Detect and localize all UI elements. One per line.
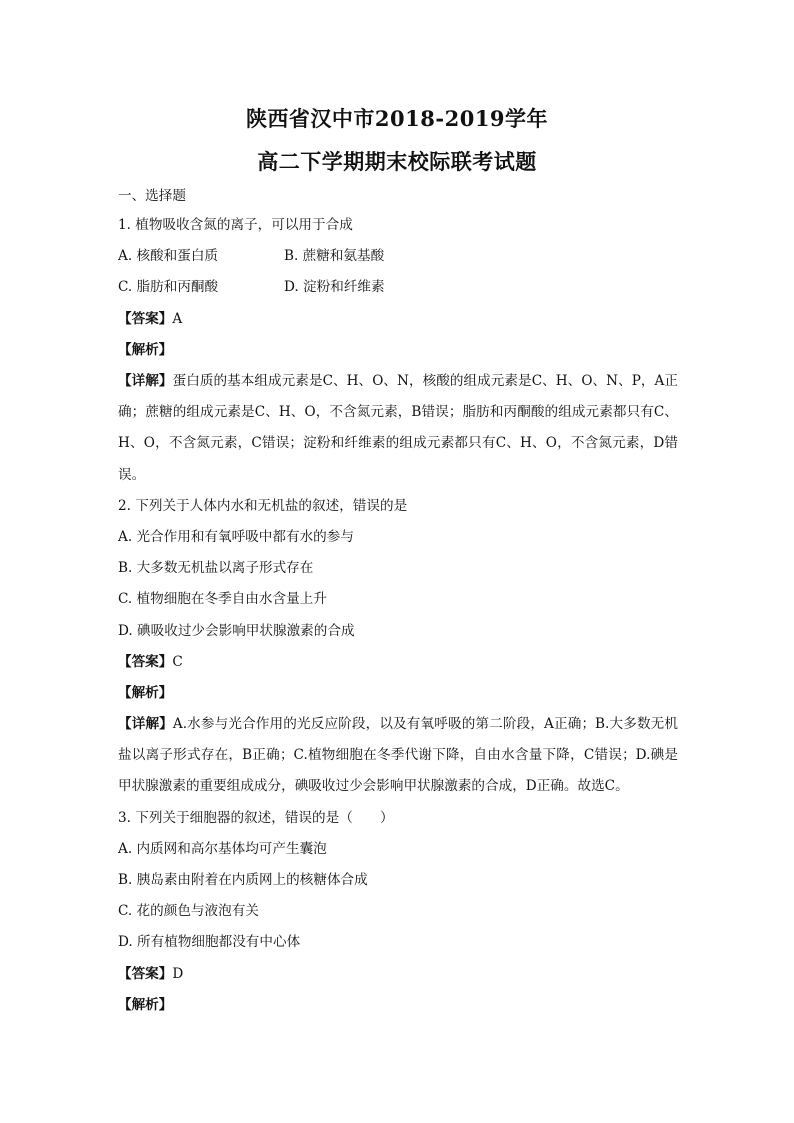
question-3-option-c: C. 花的颜色与液泡有关 <box>118 903 259 920</box>
question-3-option-d: D. 所有植物细胞都没有中心体 <box>118 934 301 951</box>
question-2-option-b: B. 大多数无机盐以离子形式存在 <box>118 560 314 577</box>
question-1-option-d: D. 淀粉和纤维素 <box>284 279 385 296</box>
answer-value: A <box>172 310 183 327</box>
question-3-option-a: A. 内质网和高尔基体均可产生囊泡 <box>118 840 327 857</box>
detail-label: 【详解】 <box>118 716 173 733</box>
question-1-options-row1 <box>118 241 678 272</box>
question-2-option-d: D. 碘吸收过少会影响甲状腺激素的合成 <box>118 622 355 639</box>
question-3-answer <box>118 959 678 990</box>
answer-label: 【答案】 <box>118 653 173 670</box>
detail-text: 蛋白质的基本组成元素是C、H、O、N，核酸的组成元素是C、H、O、N、P，A正确；蔗糖的组成元素是C、H、O，不含氮元素，B错误；脂肪和丙酮酸的组成元素都只有C、H、O，不含氮元素，C错误；淀粉和纤维素的组成元素都只有C、H、O，不含氮元素，D错误。 <box>118 372 679 483</box>
question-1-answer <box>118 304 678 335</box>
question-2-option-a: A. 光合作用和有氧呼吸中都有水的参与 <box>118 528 354 545</box>
question-1-option-c: C. 脂肪和丙酮酸 <box>118 279 219 296</box>
question-2-detail <box>118 709 678 803</box>
detail-text: A.水参与光合作用的光反应阶段，以及有氧呼吸的第二阶段，A正确；B.大多数无机盐以离子形式存在，B正确；C.植物细胞在冬季代谢下降，自由水含量下降，C错误；D.碘是甲状腺激素的重要组成成分，碘吸收过少会影响甲状腺激素的合成，D正确。故选C。 <box>118 716 678 795</box>
answer-label: 【答案】 <box>118 310 173 327</box>
page-title-line2: 高二下学期期末校际联考试题 <box>257 149 537 174</box>
page-title-line1: 陕西省汉中市2018-2019学年 <box>245 106 549 131</box>
question-1-option-b: B. 蔗糖和氨基酸 <box>284 248 385 265</box>
question-3-option-b: B. 胰岛素由附着在内质网上的核糖体合成 <box>118 872 368 889</box>
question-2-analysis-label: 【解析】 <box>118 684 173 701</box>
question-2-answer <box>118 647 678 678</box>
section-heading: 一、选择题 <box>118 188 186 204</box>
question-2-option-c: C. 植物细胞在冬季自由水含量上升 <box>118 591 327 608</box>
answer-label: 【答案】 <box>118 965 173 982</box>
question-2-stem: 2. 下列关于人体内水和无机盐的叙述，错误的是 <box>118 497 408 514</box>
question-1-option-a: A. 核酸和蛋白质 <box>118 248 219 265</box>
question-3-stem: 3. 下列关于细胞器的叙述，错误的是（ ） <box>118 809 394 826</box>
answer-value: D <box>172 965 184 982</box>
question-3-analysis-label: 【解析】 <box>118 996 173 1013</box>
detail-label: 【详解】 <box>118 372 173 389</box>
answer-value: C <box>172 653 183 670</box>
question-1-stem: 1. 植物吸收含氮的离子，可以用于合成 <box>118 217 353 233</box>
document-body <box>118 183 678 1021</box>
question-1-detail <box>118 366 678 491</box>
question-1-options-row2 <box>118 272 678 303</box>
question-1-analysis-label: 【解析】 <box>118 341 173 358</box>
